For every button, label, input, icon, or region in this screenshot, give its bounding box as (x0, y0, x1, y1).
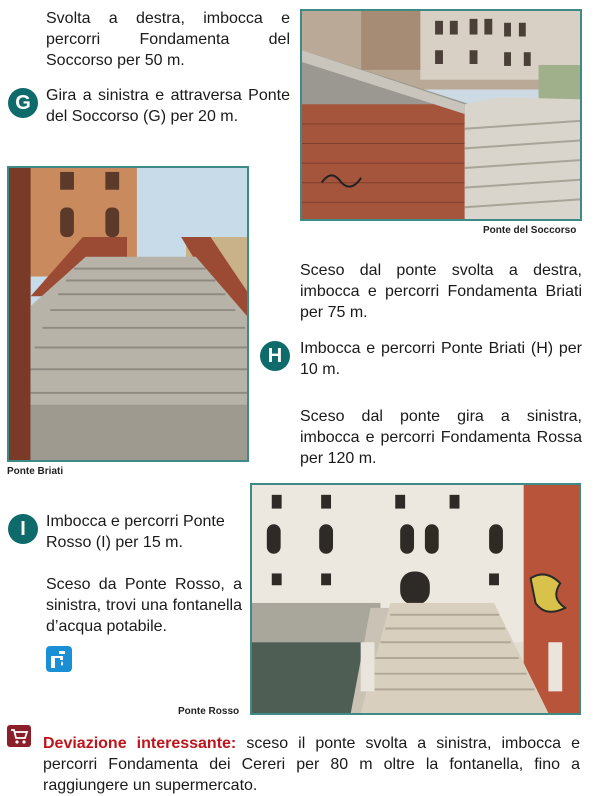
step-badge-i: I (8, 514, 38, 544)
step-fondamenta-briati: Sceso dal ponte svolta a destra, imbocca e percorri Fondamenta Briati per 75 m. (300, 262, 582, 321)
caption-ponte-rosso: Ponte Rosso (178, 706, 240, 717)
step-ponte-soccorso: Gira a sinistra e attraversa Ponte del Soccorso (G) per 20 m. (46, 87, 290, 125)
step-badge-h: H (260, 341, 290, 371)
step-fontanella: Sceso da Ponte Rosso, a sinistra, trovi una fontanella d’acqua potabile. (46, 576, 242, 635)
photo-ponte-briati (7, 166, 249, 462)
deviation-label: Deviazione interessante: (43, 735, 237, 752)
water-fountain-icon (46, 646, 72, 672)
shopping-cart-icon (7, 725, 31, 747)
step-fondamenta-soccorso: Svolta a destra, imbocca e percorri Fondamenta del Soccorso per 50 m. (46, 10, 290, 69)
step-fondamenta-rossa: Sceso dal ponte gira a sinistra, imbocca e percorri Fondamenta Rossa per 120 m. (300, 408, 582, 467)
deviation-text: sceso il ponte svolta a sinistra, imbocca e percorri Fondamenta dei Cereri per 80 m oltre la fontanella, fino a raggiungere un supermercato. (43, 735, 580, 794)
step-ponte-briati: Imbocca e percorri Ponte Briati (H) per 10 m. (300, 340, 582, 378)
deviation-note (43, 733, 580, 796)
photo-ponte-rosso (250, 483, 581, 715)
step-ponte-rosso: Imbocca e percorri Ponte Rosso (I) per 15 m. (46, 513, 225, 551)
photo-ponte-soccorso (300, 9, 582, 221)
step-badge-g: G (8, 88, 38, 118)
caption-ponte-briati: Ponte Briati (7, 466, 64, 477)
caption-ponte-soccorso: Ponte del Soccorso (483, 225, 577, 236)
